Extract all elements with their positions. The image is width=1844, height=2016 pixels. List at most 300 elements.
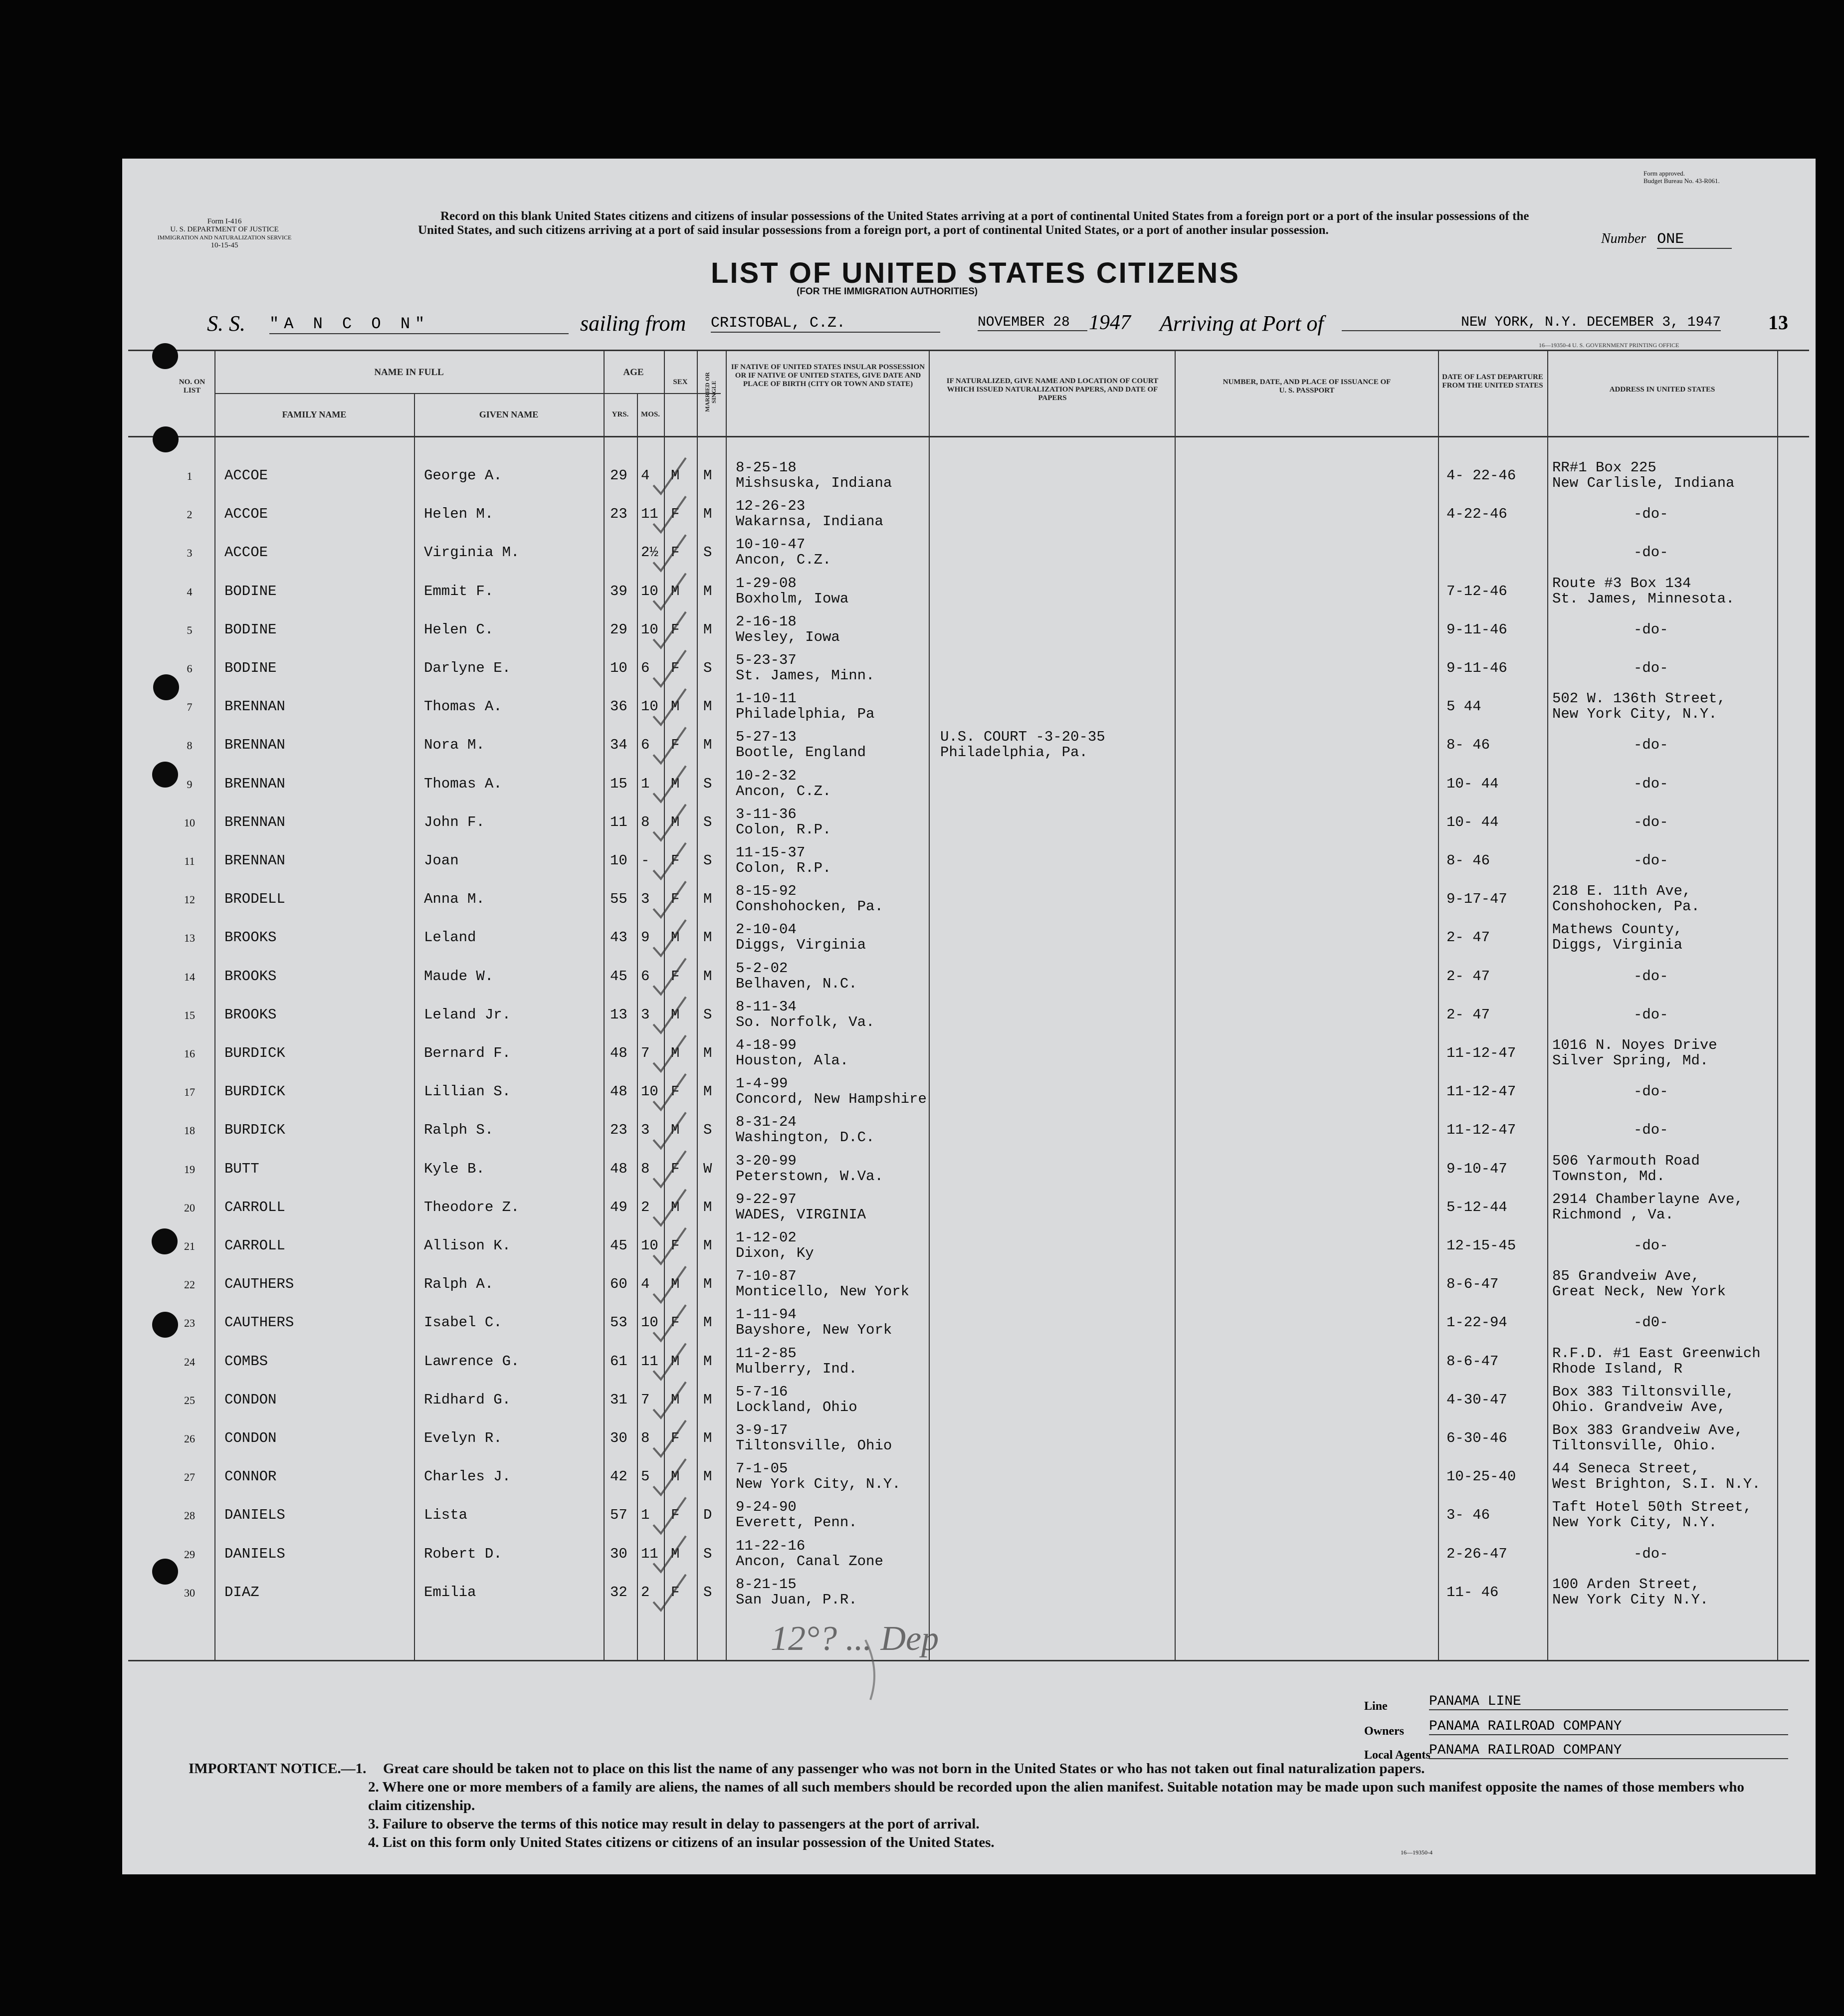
row-number: 25 xyxy=(184,1394,195,1407)
check-mark xyxy=(653,1228,686,1264)
manifest-sheet xyxy=(122,159,1816,1874)
sex: M xyxy=(671,1545,680,1562)
given-name: Ralph S. xyxy=(424,1122,494,1139)
sex: F xyxy=(671,737,680,754)
given-name: Ridhard G. xyxy=(424,1391,511,1408)
given-name: Virginia M. xyxy=(424,544,520,561)
marital-status: M xyxy=(703,891,712,908)
address-line-2: Richmond , Va. xyxy=(1552,1206,1674,1223)
address-line-1: Route #3 Box 134 xyxy=(1552,575,1691,592)
age-years: 29 xyxy=(610,621,627,638)
age-months: 10 xyxy=(641,1314,658,1331)
departure-date: 11-12-47 xyxy=(1446,1083,1516,1100)
row-number: 28 xyxy=(184,1509,195,1522)
age-years: 10 xyxy=(610,852,627,869)
age-months: 3 xyxy=(641,1006,650,1023)
check-mark xyxy=(653,920,686,956)
check-mark xyxy=(653,997,686,1033)
header-given: GIVEN NAME xyxy=(479,409,539,419)
row-number: 4 xyxy=(187,585,193,598)
departure-date: 11-12-47 xyxy=(1446,1045,1516,1061)
marital-status: M xyxy=(703,621,712,638)
row-number: 21 xyxy=(184,1240,195,1252)
marital-status: M xyxy=(703,467,712,484)
age-years: 49 xyxy=(610,1199,627,1215)
address-line-2: Ohio. Grandveiw Ave, xyxy=(1552,1399,1726,1415)
family-name: ACCOE xyxy=(224,506,268,523)
row-number: 3 xyxy=(187,547,193,560)
age-years: 23 xyxy=(610,506,627,523)
family-name: CAUTHERS xyxy=(224,1314,294,1331)
sex: F xyxy=(671,1507,680,1524)
address-line-1: Box 383 Tiltonsville, xyxy=(1552,1383,1735,1400)
check-mark xyxy=(653,959,686,995)
notice-item-2: 2. Where one or more members of a family are aliens, the names of all such members should be recorded upon the alien manifest. Suitable notation may be made upon such manifest opposite the names of those members who claim citizenship. xyxy=(368,1779,1744,1814)
address-line-1: 44 Seneca Street, xyxy=(1552,1460,1700,1477)
line-value: PANAMA LINE xyxy=(1429,1694,1788,1710)
address-line-2: -d0- xyxy=(1634,1314,1668,1331)
age-months: 7 xyxy=(641,1045,650,1061)
birth-place: Colon, R.P. xyxy=(736,821,831,838)
birth-place: Conshohocken, Pa. xyxy=(736,898,883,915)
budget-line: Budget Bureau No. 43-R061. xyxy=(1643,177,1720,185)
departure-date: 4-30-47 xyxy=(1446,1391,1507,1408)
given-name: Ralph A. xyxy=(424,1276,494,1293)
birth-date: 9-24-90 xyxy=(736,1499,797,1516)
header-yrs: YRS. xyxy=(612,410,629,418)
age-months: 2 xyxy=(641,1584,650,1601)
check-mark xyxy=(653,727,686,763)
departure-date: 6-30-46 xyxy=(1446,1430,1507,1446)
sex: M xyxy=(671,1391,680,1408)
departure-date: 2- 47 xyxy=(1446,968,1490,985)
header-no: NO. ON LIST xyxy=(179,378,205,395)
marital-status: M xyxy=(703,1353,712,1370)
marital-status: M xyxy=(703,1199,712,1215)
address-line-2: Diggs, Virginia xyxy=(1552,937,1683,954)
age-years: 48 xyxy=(610,1045,627,1061)
birth-place: Mulberry, Ind. xyxy=(736,1360,857,1377)
given-name: Lawrence G. xyxy=(424,1353,520,1370)
family-name: BROOKS xyxy=(224,968,277,985)
birth-date: 9-22-97 xyxy=(736,1191,797,1208)
birth-date: 1-10-11 xyxy=(736,690,797,707)
agents-value: PANAMA RAILROAD COMPANY xyxy=(1429,1743,1788,1759)
birth-date: 8-25-18 xyxy=(736,459,797,476)
check-mark xyxy=(653,574,686,609)
age-months: 10 xyxy=(641,1083,658,1100)
row-number: 29 xyxy=(184,1548,195,1561)
departure-date: 9-10-47 xyxy=(1446,1160,1507,1177)
departure-date: 4-22-46 xyxy=(1446,506,1507,523)
given-name: Evelyn R. xyxy=(424,1430,502,1446)
birth-place: Wesley, Iowa xyxy=(736,628,840,645)
age-years: 48 xyxy=(610,1160,627,1177)
age-years: 15 xyxy=(610,775,627,792)
header-sex: SEX xyxy=(673,378,688,386)
birth-date: 1-29-08 xyxy=(736,575,797,592)
birth-date: 11-22-16 xyxy=(736,1537,806,1554)
departure-date: 3- 46 xyxy=(1446,1507,1490,1524)
handwritten-text: 12°? ... Dep xyxy=(771,1619,939,1658)
departure-date: 4- 22-46 xyxy=(1446,467,1516,484)
given-name: Lillian S. xyxy=(424,1083,511,1100)
row-number: 22 xyxy=(184,1278,195,1291)
binder-hole xyxy=(152,1312,178,1338)
address-line-1: 218 E. 11th Ave, xyxy=(1552,883,1691,900)
header-age: AGE xyxy=(623,367,644,378)
address-line-2: -do- xyxy=(1634,621,1668,638)
family-name: DANIELS xyxy=(224,1545,285,1562)
departure-date: 5-12-44 xyxy=(1446,1199,1507,1215)
arrival-port: NEW YORK, N.Y. DECEMBER 3, 1947 xyxy=(1342,315,1721,331)
age-years: 61 xyxy=(610,1353,627,1370)
address-line-2: New York City N.Y. xyxy=(1552,1591,1709,1608)
birth-date: 8-11-34 xyxy=(736,998,797,1015)
marital-status: M xyxy=(703,929,712,946)
sailing-date: NOVEMBER 28 xyxy=(978,315,1087,331)
given-name: Anna M. xyxy=(424,891,485,908)
age-years: 30 xyxy=(610,1430,627,1446)
row-number: 15 xyxy=(184,1008,195,1021)
address-line-2: Great Neck, New York xyxy=(1552,1283,1726,1300)
birth-date: 1-4-99 xyxy=(736,1075,788,1092)
marital-status: M xyxy=(703,1045,712,1061)
birth-date: 7-1-05 xyxy=(736,1460,788,1477)
check-mark xyxy=(653,689,686,725)
birth-place: Mishsuska, Indiana xyxy=(736,475,892,491)
marital-status: M xyxy=(703,1237,712,1254)
address-line-1: RR#1 Box 225 xyxy=(1552,459,1656,476)
age-months: 7 xyxy=(641,1391,650,1408)
passenger-table xyxy=(122,159,1816,1660)
given-name: Kyle B. xyxy=(424,1160,485,1177)
address-line-1: 2914 Chamberlayne Ave, xyxy=(1552,1191,1743,1208)
family-name: CAUTHERS xyxy=(224,1276,294,1293)
check-mark xyxy=(653,1459,686,1495)
family-name: BURDICK xyxy=(224,1083,285,1100)
marital-status: M xyxy=(703,1083,712,1100)
approval-line: Form approved. xyxy=(1643,170,1685,177)
sailing-from: CRISTOBAL, C.Z. xyxy=(711,315,940,333)
address-line-2: St. James, Minnesota. xyxy=(1552,590,1735,607)
given-name: Thomas A. xyxy=(424,698,502,715)
given-name: Thomas A. xyxy=(424,775,502,792)
age-months: 8 xyxy=(641,813,650,830)
address-line-2: New York City, N.Y. xyxy=(1552,706,1717,723)
birth-date: 8-15-92 xyxy=(736,883,797,900)
birth-place: St. James, Minn. xyxy=(736,667,875,684)
address-line-1: 100 Arden Street, xyxy=(1552,1576,1700,1593)
birth-date: 11-15-37 xyxy=(736,844,806,861)
age-years: 53 xyxy=(610,1314,627,1331)
given-name: Theodore Z. xyxy=(424,1199,520,1215)
age-years: 30 xyxy=(610,1545,627,1562)
family-name: BURDICK xyxy=(224,1122,285,1139)
marital-status: M xyxy=(703,1468,712,1485)
departure-date: 11-12-47 xyxy=(1446,1122,1516,1139)
sex: F xyxy=(671,621,680,638)
address-line-2: -do- xyxy=(1634,660,1668,676)
row-number: 9 xyxy=(187,778,193,791)
birth-date: 11-2-85 xyxy=(736,1345,797,1362)
birth-date: 7-10-87 xyxy=(736,1268,797,1285)
intro-text: Record on this blank United States citizens and citizens of insular possessions of the United States arriving at a port of continental United States from a foreign port or a port of the insular possessions of the United States, and such citizens arriving at a port of said insular possessions from a foreign port, a port of continental United States, or a port of another insular possession. xyxy=(418,209,1529,237)
row-number: 2 xyxy=(187,508,193,521)
check-mark xyxy=(653,1151,686,1187)
birth-date: 2-16-18 xyxy=(736,613,797,630)
given-name: Darlyne E. xyxy=(424,660,511,676)
ship-label: S. S. xyxy=(207,311,245,336)
address-line-2: Tiltonsville, Ohio. xyxy=(1552,1437,1717,1454)
birth-place: Concord, New Hampshire xyxy=(736,1091,927,1108)
header-departure: DATE OF LAST DEPARTURE FROM THE UNITED STATES xyxy=(1442,373,1543,390)
sex: F xyxy=(671,506,680,523)
birth-date: 12-26-23 xyxy=(736,498,806,515)
sex: M xyxy=(671,583,680,600)
birth-date: 5-7-16 xyxy=(736,1383,788,1400)
birth-date: 8-21-15 xyxy=(736,1576,797,1593)
age-months: 4 xyxy=(641,467,650,484)
birth-date: 4-18-99 xyxy=(736,1037,797,1053)
marital-status: S xyxy=(703,852,712,869)
row-number: 20 xyxy=(184,1201,195,1214)
check-mark xyxy=(653,881,686,917)
departure-date: 8-6-47 xyxy=(1446,1353,1499,1370)
birth-place: Monticello, New York xyxy=(736,1283,910,1300)
marital-status: S xyxy=(703,1006,712,1023)
check-mark xyxy=(653,535,686,571)
row-number: 1 xyxy=(187,470,193,482)
age-months: 10 xyxy=(641,698,658,715)
check-mark xyxy=(653,1420,686,1456)
notice-item-1: Great care should be taken not to place on this list the name of any passenger who was not born in the United States or who has not taken out final naturalization papers. xyxy=(383,1761,1425,1777)
birth-place: Ancon, Canal Zone xyxy=(736,1553,883,1570)
birth-place: Ancon, C.Z. xyxy=(736,783,831,800)
birth-date: 5-2-02 xyxy=(736,960,788,977)
family-name: CONDON xyxy=(224,1430,277,1446)
owners-value: PANAMA RAILROAD COMPANY xyxy=(1429,1719,1788,1735)
birth-place: Boxholm, Iowa xyxy=(736,590,849,607)
given-name: Leland xyxy=(424,929,476,946)
given-name: Emmit F. xyxy=(424,583,494,600)
departure-date: 2- 47 xyxy=(1446,929,1490,946)
age-years: 13 xyxy=(610,1006,627,1023)
birth-place: Bayshore, New York xyxy=(736,1322,892,1339)
age-years: 57 xyxy=(610,1507,627,1524)
address-line-2: Conshohocken, Pa. xyxy=(1552,898,1700,915)
department: U. S. DEPARTMENT OF JUSTICE xyxy=(170,225,279,233)
address-line-2: -do- xyxy=(1634,1545,1668,1562)
address-line-2: -do- xyxy=(1634,1122,1668,1139)
departure-date: 9-11-46 xyxy=(1446,660,1507,676)
age-months: 2½ xyxy=(641,544,658,561)
check-mark xyxy=(653,1266,686,1302)
address-line-2: New York City, N.Y. xyxy=(1552,1514,1717,1531)
address-line-2: Silver Spring, Md. xyxy=(1552,1052,1709,1069)
given-name: Maude W. xyxy=(424,968,494,985)
birth-place: San Juan, P.R. xyxy=(736,1591,857,1608)
arriving-label: Arriving at Port of xyxy=(1160,311,1324,336)
binder-hole xyxy=(153,426,179,452)
address-line-2: -do- xyxy=(1634,813,1668,830)
row-number: 14 xyxy=(184,970,195,983)
marital-status: M xyxy=(703,1276,712,1293)
birth-place: Everett, Penn. xyxy=(736,1514,857,1531)
marital-status: M xyxy=(703,1391,712,1408)
agents-label: Local Agents xyxy=(1364,1749,1431,1762)
family-name: BRODELL xyxy=(224,891,285,908)
marital-status: M xyxy=(703,1430,712,1446)
sex: M xyxy=(671,775,680,792)
check-mark xyxy=(653,1074,686,1110)
marital-status: S xyxy=(703,1545,712,1562)
family-name: DIAZ xyxy=(224,1584,259,1601)
check-mark xyxy=(653,1344,686,1380)
header-married: MARRIED OR SINGLE xyxy=(704,372,717,412)
address-line-2: -do- xyxy=(1634,1006,1668,1023)
birth-place: Wakarnsa, Indiana xyxy=(736,513,883,530)
binder-hole xyxy=(153,674,179,700)
age-years: 60 xyxy=(610,1276,627,1293)
age-years: 32 xyxy=(610,1584,627,1601)
given-name: Nora M. xyxy=(424,737,485,754)
check-mark xyxy=(653,1112,686,1148)
line-label: Line xyxy=(1364,1700,1388,1713)
address-line-2: -do- xyxy=(1634,1237,1668,1254)
sex: M xyxy=(671,1122,680,1139)
age-years: 48 xyxy=(610,1083,627,1100)
row-number: 16 xyxy=(184,1047,195,1060)
departure-date: 10- 44 xyxy=(1446,775,1499,792)
row-number: 10 xyxy=(184,816,195,829)
row-number: 8 xyxy=(187,739,193,752)
given-name: Emilia xyxy=(424,1584,476,1601)
family-name: BRENNAN xyxy=(224,775,285,792)
age-months: 8 xyxy=(641,1430,650,1446)
departure-date: 8- 46 xyxy=(1446,737,1490,754)
birth-date: 5-23-37 xyxy=(736,652,797,668)
check-mark xyxy=(653,1536,686,1572)
birth-date: 3-9-17 xyxy=(736,1422,788,1438)
age-months: 9 xyxy=(641,929,650,946)
page-title: LIST OF UNITED STATES CITIZENS xyxy=(711,257,1240,289)
birth-place: Tiltonsville, Ohio xyxy=(736,1437,892,1454)
birth-place: Dixon, Ky xyxy=(736,1245,814,1261)
age-years: 11 xyxy=(610,813,627,830)
age-months: 3 xyxy=(641,1122,650,1139)
check-mark xyxy=(653,805,686,840)
age-months: 3 xyxy=(641,891,650,908)
address-line-2: Rhode Island, R xyxy=(1552,1360,1683,1377)
birth-place: Bootle, England xyxy=(736,744,866,761)
marital-status: S xyxy=(703,813,712,830)
address-line-2: -do- xyxy=(1634,506,1668,523)
age-years: 45 xyxy=(610,1237,627,1254)
marital-status: D xyxy=(703,1507,712,1524)
naturalization-place: Philadelphia, Pa. xyxy=(940,744,1088,761)
address-line-1: 502 W. 136th Street, xyxy=(1552,690,1726,707)
marital-status: M xyxy=(703,583,712,600)
notice-print-code: 16—19350-4 xyxy=(1401,1849,1433,1856)
binder-hole xyxy=(152,343,178,369)
birth-date: 10-2-32 xyxy=(736,767,797,784)
row-number: 12 xyxy=(184,893,195,906)
birth-place: New York City, N.Y. xyxy=(736,1476,901,1493)
family-name: BROOKS xyxy=(224,929,277,946)
departure-date: 2-26-47 xyxy=(1446,1545,1507,1562)
family-name: BUTT xyxy=(224,1160,259,1177)
check-mark xyxy=(653,1575,686,1611)
departure-date: 8- 46 xyxy=(1446,852,1490,869)
birth-date: 3-11-36 xyxy=(736,806,797,822)
printer-note: 16—19350-4 U. S. GOVERNMENT PRINTING OFFICE xyxy=(1539,342,1679,349)
given-name: Charles J. xyxy=(424,1468,511,1485)
check-mark xyxy=(653,1190,686,1225)
given-name: Leland Jr. xyxy=(424,1006,511,1023)
sex: M xyxy=(671,1468,680,1485)
departure-date: 2- 47 xyxy=(1446,1006,1490,1023)
address-line-2: -do- xyxy=(1634,1083,1668,1100)
address-line-2: West Brighton, S.I. N.Y. xyxy=(1552,1476,1761,1493)
binder-hole xyxy=(152,762,178,788)
birth-date: 10-10-47 xyxy=(736,536,806,553)
age-months: 1 xyxy=(641,775,650,792)
given-name: Helen C. xyxy=(424,621,494,638)
departure-date: 12-15-45 xyxy=(1446,1237,1516,1254)
check-mark xyxy=(653,496,686,532)
age-months: 5 xyxy=(641,1468,650,1485)
marital-status: W xyxy=(703,1160,712,1177)
age-years: 31 xyxy=(610,1391,627,1408)
header-birth: IF NATIVE OF UNITED STATES INSULAR POSSESSION OR IF NATIVE OF UNITED STATES, GIVE DATE AND PLACE OF BIRTH (CITY OR TOWN AND STATE) xyxy=(731,363,925,388)
header-mos: MOS. xyxy=(641,410,660,418)
check-mark xyxy=(653,458,686,494)
birth-place: Lockland, Ohio xyxy=(736,1399,857,1415)
given-name: Helen M. xyxy=(424,506,494,523)
sex: F xyxy=(671,1314,680,1331)
departure-date: 10-25-40 xyxy=(1446,1468,1516,1485)
binder-hole xyxy=(152,1228,178,1254)
check-mark xyxy=(653,1382,686,1418)
row-number: 17 xyxy=(184,1086,195,1099)
age-years: 10 xyxy=(610,660,627,676)
birth-place: Ancon, C.Z. xyxy=(736,552,831,569)
departure-date: 7-12-46 xyxy=(1446,583,1507,600)
age-months: 2 xyxy=(641,1199,650,1215)
birth-place: Belhaven, N.C. xyxy=(736,975,857,992)
given-name: Robert D. xyxy=(424,1545,502,1562)
departure-date: 11- 46 xyxy=(1446,1584,1499,1601)
check-mark xyxy=(653,766,686,802)
family-name: BRENNAN xyxy=(224,698,285,715)
row-number: 11 xyxy=(184,855,195,867)
family-name: DANIELS xyxy=(224,1507,285,1524)
age-months: 10 xyxy=(641,621,658,638)
birth-place: Diggs, Virginia xyxy=(736,937,866,954)
marital-status: M xyxy=(703,1314,712,1331)
given-name: Isabel C. xyxy=(424,1314,502,1331)
age-months: 6 xyxy=(641,660,650,676)
birth-date: 8-31-24 xyxy=(736,1114,797,1131)
age-months: 10 xyxy=(641,583,658,600)
check-mark xyxy=(653,843,686,879)
header-passport: NUMBER, DATE, AND PLACE OF ISSUANCE OF U. S. PASSPORT xyxy=(1223,378,1391,395)
age-months: 8 xyxy=(641,1160,650,1177)
sex: F xyxy=(671,1237,680,1254)
family-name: CONDON xyxy=(224,1391,277,1408)
given-name: Joan xyxy=(424,852,459,869)
